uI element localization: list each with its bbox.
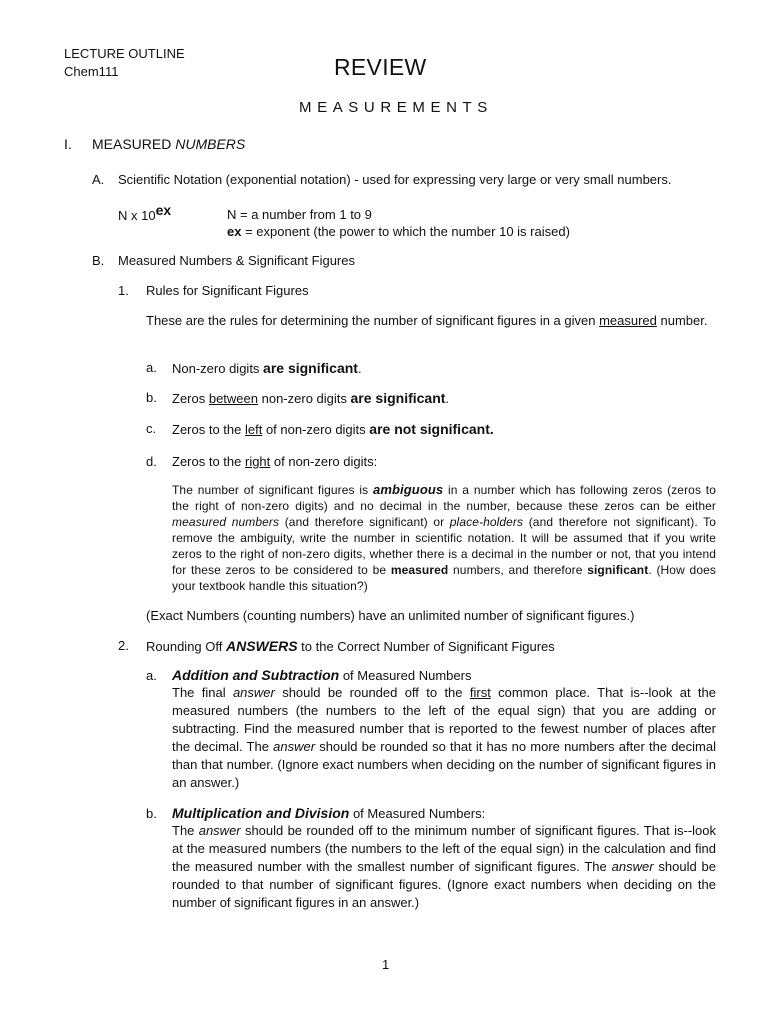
rules-intro-underlined: measured xyxy=(599,313,657,328)
b2-title-bold-italic: ANSWERS xyxy=(225,638,298,654)
rule-c-label: c. xyxy=(146,421,157,436)
item-b1-title: Rules for Significant Figures xyxy=(146,283,309,298)
rules-intro-paragraph xyxy=(146,312,716,330)
notation-base: N x 10 xyxy=(118,208,156,223)
item-a-text: Scientific Notation (exponential notation) - used for expressing very large or very small numbers. xyxy=(118,172,672,187)
rounding-b-text-2: should be rounded off to the minimum number of significant figures. That is--look at the measured numbers (the numbers to the left of the equal sign) in the calculation and find the measured number with the smallest number of significant figures. The xyxy=(172,823,716,874)
rounding-b-label: b. xyxy=(146,806,157,821)
page-subtitle: MEASUREMENTS xyxy=(299,99,493,116)
rounding-a-label: a. xyxy=(146,668,157,683)
header-course-line: LECTURE OUTLINE xyxy=(64,46,185,61)
rounding-a-text-3: common place. That is--look at the measured numbers (the numbers to the left of the equal sign) that you are adding or subtracting. Find the measured number that is reported to the fewest number of places after the decimal. The xyxy=(172,685,716,754)
rule-a-part1: Non-zero digits xyxy=(172,361,264,376)
ambiguity-text-6: . (How does your textbook handle this situation?) xyxy=(172,563,716,593)
header-class-code: Chem111 xyxy=(64,64,119,79)
rule-a-bold: are significant xyxy=(263,360,358,376)
rounding-b-heading-rest: of Measured Numbers: xyxy=(349,806,486,821)
rule-d-label: d. xyxy=(146,454,157,469)
rounding-b-heading xyxy=(172,804,485,823)
rounding-a-heading xyxy=(172,666,471,685)
rule-b-bold: are significant xyxy=(350,390,446,406)
rule-d-end: of non-zero digits: xyxy=(270,454,378,469)
rule-a-end: . xyxy=(357,361,362,376)
rule-b-underlined: between xyxy=(208,391,258,406)
b2-title-part1: Rounding Off xyxy=(146,639,226,654)
ambiguity-text-3: (and therefore significant) or xyxy=(279,515,450,529)
section-title xyxy=(92,136,245,152)
notation-def-ex-term: ex xyxy=(227,224,242,239)
ambiguity-bold-2: significant xyxy=(587,563,649,577)
rounding-b-heading-bold-italic: Multiplication and Division xyxy=(172,805,350,821)
rule-a-label: a. xyxy=(146,360,157,375)
rules-intro-text: These are the rules for determining the number of significant figures in a given xyxy=(146,313,600,328)
rule-b-part2: non-zero digits xyxy=(258,391,351,406)
rule-b-end: . xyxy=(445,391,450,406)
rounding-b-text-3: should be rounded to that number of significant figures. (Ignore exact numbers when deciding on the number of significant figures in an answer.) xyxy=(172,859,716,910)
rounding-a-text-4: should be rounded so that it has no more numbers after the decimal than that number. (Ignore exact numbers when deciding on the number of significant figures in an answer.) xyxy=(172,739,716,790)
page-title: REVIEW xyxy=(334,54,427,80)
notation-exponent: ex xyxy=(155,202,172,218)
rounding-a-text-2: should be rounded off to the xyxy=(274,685,470,700)
rule-b-part1: Zeros xyxy=(172,391,209,406)
section-title-plain: MEASURED xyxy=(92,136,176,152)
notation-def-ex-text: = exponent (the power to which the number 10 is raised) xyxy=(241,224,570,239)
rounding-a-heading-rest: of Measured Numbers xyxy=(339,668,472,683)
b2-title-part2: to the Correct Number of Significant Figures xyxy=(297,639,555,654)
ambiguity-bold-italic: ambiguous xyxy=(373,482,444,497)
rounding-a-italic-2: answer xyxy=(273,739,316,754)
rule-a-text xyxy=(172,359,362,378)
ambiguity-text-5: numbers, and therefore xyxy=(448,563,588,577)
rule-b-label: b. xyxy=(146,390,157,405)
page-number: 1 xyxy=(382,957,390,972)
rule-b-text xyxy=(172,389,449,408)
ambiguity-italic-2: place-holders xyxy=(449,515,524,529)
rule-c-underlined: left xyxy=(244,422,263,437)
rounding-b-italic-2: answer xyxy=(611,859,654,874)
rounding-a-text-1: The final xyxy=(172,685,233,700)
rules-intro-end: number. xyxy=(656,313,708,328)
item-b-text: Measured Numbers & Significant Figures xyxy=(118,253,355,268)
rounding-a-heading-bold-italic: Addition and Subtraction xyxy=(172,667,340,683)
rounding-a-italic-1: answer xyxy=(232,685,275,700)
section-title-italic: NUMBERS xyxy=(175,136,246,152)
rule-c-text xyxy=(172,420,494,439)
item-a-label: A. xyxy=(92,172,105,187)
rule-d-text xyxy=(172,453,377,471)
item-b2-title xyxy=(146,637,555,656)
ambiguity-bold-1: measured xyxy=(390,563,449,577)
ambiguity-text-4: (and therefore not significant). To remove the ambiguity, write the number in scientific notation. It will be assumed that if you write zeros to the right of non-zero digits, whether there is a decimal in the number or not, that you intend for these zeros to be considered to be xyxy=(172,515,716,577)
rule-c-part2: of non-zero digits xyxy=(262,422,370,437)
item-b2-label: 2. xyxy=(118,638,129,653)
item-b1-label: 1. xyxy=(118,283,129,298)
rule-c-part1: Zeros to the xyxy=(172,422,245,437)
notation-def-n: N = a number from 1 to 9 xyxy=(227,207,372,222)
ambiguity-text-1: The number of significant figures is xyxy=(172,483,374,497)
item-b-label: B. xyxy=(92,253,105,268)
rule-c-bold: are not significant. xyxy=(369,421,494,437)
notation-def-ex xyxy=(227,223,570,241)
rounding-b-paragraph xyxy=(172,822,716,912)
notation-formula xyxy=(118,202,172,225)
rounding-a-underlined: first xyxy=(469,685,491,700)
exact-numbers-note: (Exact Numbers (counting numbers) have an unlimited number of significant figures.) xyxy=(146,608,635,623)
ambiguity-paragraph xyxy=(172,482,716,594)
rule-d-part1: Zeros to the xyxy=(172,454,245,469)
ambiguity-italic-1: measured numbers xyxy=(172,515,280,529)
ambiguity-text-2: in a number which has following zeros (zeros to the right of non-zero digits) and no decimal in the number, because these zeros can be either xyxy=(172,483,717,513)
section-number: I. xyxy=(64,136,72,152)
rounding-b-italic-1: answer xyxy=(198,823,241,838)
rule-d-underlined: right xyxy=(244,454,271,469)
rounding-a-paragraph xyxy=(172,684,716,792)
rounding-b-text-1: The xyxy=(172,823,199,838)
